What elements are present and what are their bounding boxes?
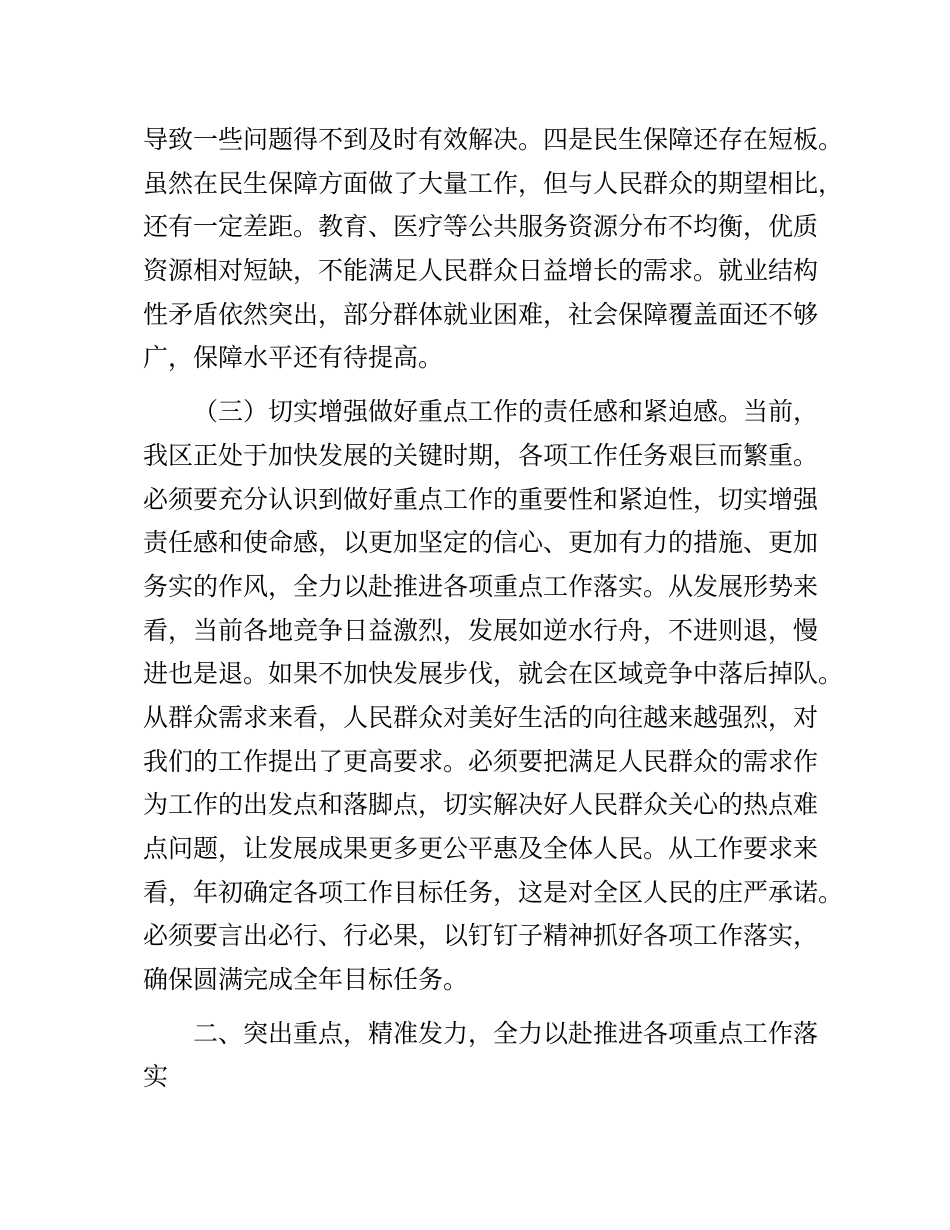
section-heading-two	[143, 1012, 819, 1099]
text-line: 责任感和使命感，以更加坚定的信心、更加有力的措施、更加	[143, 528, 819, 558]
paragraph-spacer	[143, 380, 809, 390]
text-line: 必须要充分认识到做好重点工作的重要性和紧迫性，切实增强	[143, 484, 819, 514]
text-line: 广，保障水平还有待提高。	[143, 343, 444, 373]
text-line: 点问题，让发展成果更多更公平惠及全体人民。从工作要求来	[143, 834, 819, 863]
paragraph-spacer	[143, 1002, 809, 1012]
text-line: 资源相对短缺，不能满足人民群众日益增长的需求。就业结构	[143, 256, 819, 286]
heading-line: 实	[143, 1062, 169, 1092]
text-line: 为工作的出发点和落脚点，切实解决好人民群众关心的热点难	[143, 790, 819, 820]
heading-line: 二、突出重点，精准发力，全力以赴推进各项重点工作落	[193, 1018, 819, 1048]
text-line: 看，年初确定各项工作目标任务，这是对全区人民的庄严承诺。	[143, 877, 844, 907]
text-line: 还有一定差距。教育、医疗等公共服务资源分布不均衡，优质	[143, 212, 819, 242]
text-line: 进也是退。如果不加快发展步伐，就会在区域竞争中落后掉队。	[143, 659, 844, 689]
text-line: 我区正处于加快发展的关键时期，各项工作任务艰巨而繁重。	[143, 440, 819, 470]
text-line: 从群众需求来看，人民群众对美好生活的向往越来越强烈，对	[143, 702, 819, 732]
document-body	[143, 118, 844, 1099]
text-line: 性矛盾依然突出，部分群体就业困难，社会保障覆盖面还不够	[143, 299, 819, 329]
text-line: （三）切实增强做好重点工作的责任感和紧迫感。当前，	[193, 397, 819, 427]
text-line: 导致一些问题得不到及时有效解决。四是民生保障还存在短板。	[143, 125, 844, 154]
text-line: 看，当前各地竞争日益激烈，发展如逆水行舟，不进则退，慢	[143, 615, 819, 645]
text-line: 虽然在民生保障方面做了大量工作，但与人民群众的期望相比，	[143, 168, 844, 198]
paragraph-livelihood-shortcomings	[143, 118, 844, 380]
text-line: 确保圆满完成全年目标任务。	[143, 965, 469, 995]
text-line: 我们的工作提出了更高要求。必须要把满足人民群众的需求作	[143, 746, 819, 776]
text-line: 务实的作风，全力以赴推进各项重点工作落实。从发展形势来	[143, 571, 819, 601]
paragraph-responsibility-urgency	[143, 390, 844, 1002]
text-line: 必须要言出必行、行必果，以钉钉子精神抓好各项工作落实，	[143, 921, 819, 951]
